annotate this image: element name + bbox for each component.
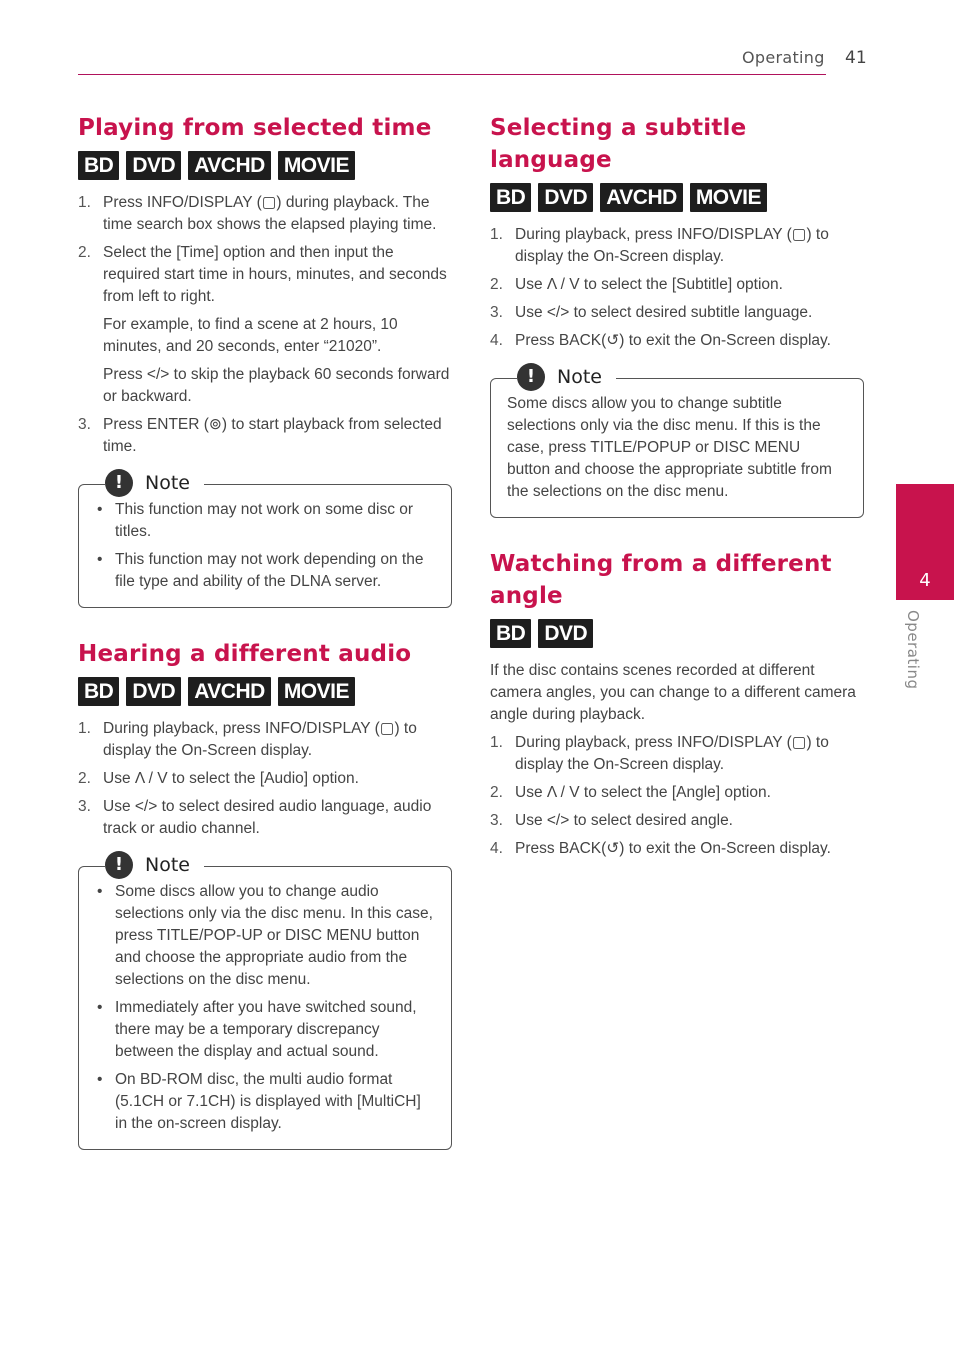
header-divider [78,74,826,75]
note-header [105,850,204,880]
step-text: Press </> to skip the playback 60 seconds forward or backward. [103,366,450,405]
step-text: For example, to find a scene at 2 hours, 10 minutes, and 20 seconds, enter “21020”. [103,316,398,355]
step-list [78,718,452,840]
step-number: 2. [490,276,503,293]
step-number: 1. [490,226,503,243]
section-intro: If the disc contains scenes recorded at different camera angles, you can change to a different camera angle during playback. [490,662,856,723]
step-item [78,768,452,790]
chapter-tab [896,484,954,600]
note-list [95,881,435,1135]
right-column [490,112,864,866]
step-item [490,274,864,296]
section-playing-from-selected-time [78,112,452,608]
note-text: Some discs allow you to change subtitle selections only via the disc menu. If this is the case, press TITLE/POPUP or DISC MENU button and choose the appropriate subtitle from the selections on the disc menu. [507,395,832,500]
note-box [78,854,452,1150]
step-text: Press BACK(↺) to exit the On-Screen display. [515,332,831,349]
note-item: • Some discs allow you to change audio selections only via the disc menu. In this case, press TITLE/POP-UP or DISC MENU button and choose the appropriate audio from the selections on the disc menu. [95,881,435,991]
section-title: Selecting a subtitle language [490,115,747,173]
left-column [78,112,452,1150]
badge-dvd: DVD [126,677,181,706]
step-text: Use Λ / V to select the [Angle] option. [515,784,771,801]
badge-dvd: DVD [126,151,181,180]
step-item [490,810,864,832]
note-item: • This function may not work depending on the file type and ability of the DLNA server. [95,549,435,593]
step-text: Select the [Time] option and then input the required start time in hours, minutes, and seconds from left to right. [103,244,447,305]
disc-type-badges [78,151,452,180]
step-text: Use </> to select desired angle. [515,812,733,829]
step-number: 4. [490,840,503,857]
step-list [490,732,864,860]
step-item [78,242,452,408]
note-item: • This function may not work on some disc or titles. [95,499,435,543]
step-item [490,224,864,268]
step-item [490,330,864,352]
section-selecting-subtitle-language [490,112,864,518]
step-number: 3. [490,812,503,829]
section-title: Playing from selected time [78,115,432,141]
exclamation-icon: ! [105,851,133,879]
note-item: • Immediately after you have switched sound, there may be a temporary discrepancy between the display and actual sound. [95,997,435,1063]
disc-type-badges [490,183,864,212]
step-item [490,732,864,776]
step-item [490,838,864,860]
section-watching-different-angle [490,548,864,860]
badge-movie: MOVIE [278,677,355,706]
step-text: Press BACK(↺) to exit the On-Screen display. [515,840,831,857]
badge-bd: BD [490,619,531,648]
exclamation-icon: ! [105,469,133,497]
note-label: Note [145,854,190,876]
badge-avchd: AVCHD [600,183,683,212]
step-text: During playback, press INFO/DISPLAY (▢) to display the On-Screen display. [515,226,829,265]
step-item [490,782,864,804]
step-text: Use </> to select desired subtitle language. [515,304,813,321]
chapter-number: 4 [919,570,931,591]
badge-movie: MOVIE [690,183,767,212]
badge-bd: BD [78,151,119,180]
section-hearing-different-audio [78,638,452,1150]
badge-avchd: AVCHD [188,677,271,706]
step-text: Use Λ / V to select the [Subtitle] option. [515,276,783,293]
exclamation-icon: ! [517,363,545,391]
step-number: 2. [78,770,91,787]
step-number: 1. [78,720,91,737]
page-number: 41 [845,48,867,68]
step-item [490,302,864,324]
note-label: Note [557,366,602,388]
step-text: Press ENTER (⊚) to start playback from selected time. [103,416,442,455]
note-box [490,366,864,518]
step-text: Use </> to select desired audio language, audio track or audio channel. [103,798,432,837]
badge-avchd: AVCHD [188,151,271,180]
section-title: Watching from a different angle [490,551,832,609]
step-list [490,224,864,352]
section-title: Hearing a different audio [78,641,412,667]
step-number: 2. [78,244,91,261]
chapter-label: Operating [904,610,922,690]
step-number: 3. [490,304,503,321]
badge-bd: BD [490,183,531,212]
step-item [78,192,452,236]
running-header-section: Operating [742,48,825,67]
step-item [78,414,452,458]
step-list [78,192,452,458]
step-number: 3. [78,798,91,815]
note-box [78,472,452,608]
step-number: 1. [78,194,91,211]
step-item [78,796,452,840]
badge-movie: MOVIE [278,151,355,180]
note-label: Note [145,472,190,494]
note-header [105,468,204,498]
badge-bd: BD [78,677,119,706]
step-text: Press INFO/DISPLAY (▢) during playback. The time search box shows the elapsed playing time. [103,194,437,233]
step-text: During playback, press INFO/DISPLAY (▢) to display the On-Screen display. [515,734,829,773]
step-number: 4. [490,332,503,349]
step-number: 2. [490,784,503,801]
note-header [517,362,616,392]
step-number: 1. [490,734,503,751]
note-list [95,499,435,593]
note-item: • On BD-ROM disc, the multi audio format (5.1CH or 7.1CH) is displayed with [MultiCH] in the on-screen display. [95,1069,435,1135]
badge-dvd: DVD [538,183,593,212]
disc-type-badges [490,619,864,648]
badge-dvd: DVD [538,619,593,648]
step-text: Use Λ / V to select the [Audio] option. [103,770,359,787]
step-number: 3. [78,416,91,433]
step-text: During playback, press INFO/DISPLAY (▢) to display the On-Screen display. [103,720,417,759]
disc-type-badges [78,677,452,706]
step-item [78,718,452,762]
